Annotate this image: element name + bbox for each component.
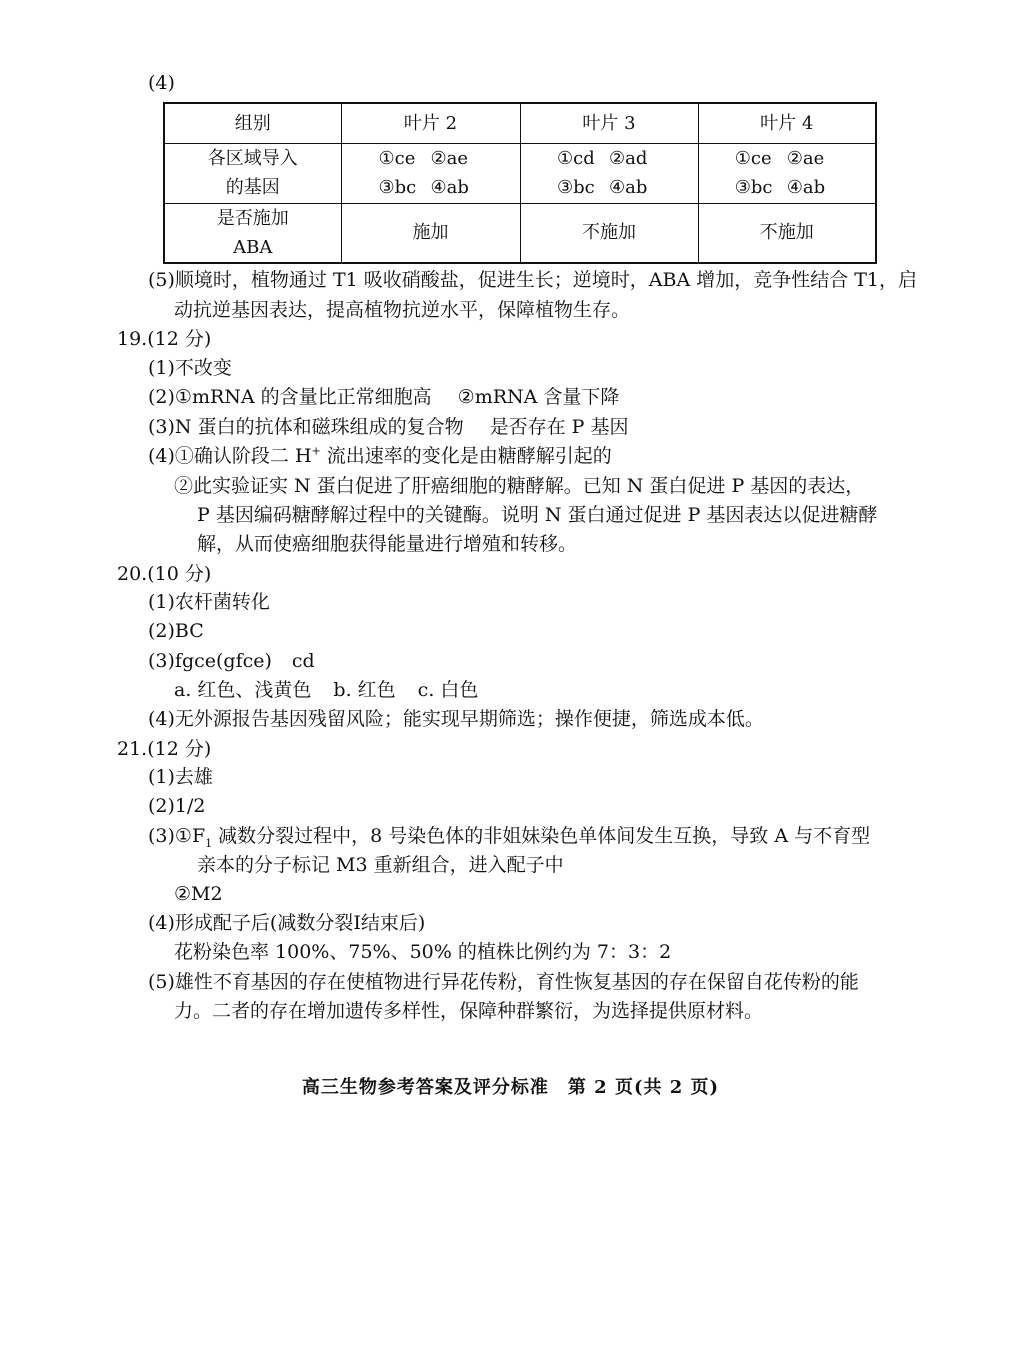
gene-cell-leaf4: ①ce ②ae ③bc ④ab	[698, 143, 876, 203]
q21-a3-b: ②M2	[174, 883, 223, 905]
table-header-cell: 组别	[164, 103, 341, 143]
table-header-cell: 叶片 2	[341, 103, 520, 143]
q19-a3: (3)N 蛋白的抗体和磁珠组成的复合物 是否存在 P 基因	[148, 416, 629, 438]
table-row-genes	[164, 143, 876, 203]
q21-a3: $(3)①F_1$ 减数分裂过程中，8 号染色体的非姐妹染色单体间发生互换，导致 A 与不育型	[148, 825, 871, 850]
q18-5-line1: (5)顺境时，植物通过 T1 吸收硝酸盐，促进生长；逆境时，ABA 增加，竞争性结合 T1，启	[148, 269, 918, 291]
row-label-genes: 各区域导入 的基因	[164, 143, 341, 203]
q21-a2: (2)1/2	[148, 795, 206, 817]
row-label-aba: 是否施加 ABA	[164, 203, 341, 263]
q19-a4b-line1: ②此实验证实 N 蛋白促进了肝癌细胞的糖酵解。已知 N 蛋白促进 P 基因的表达，	[174, 475, 865, 497]
q21-a5-line2: 力。二者的存在增加遗传多样性，保障种群繁衍，为选择提供原材料。	[174, 1000, 764, 1022]
q19-a2: (2)①mRNA 的含量比正常细胞高 ②mRNA 含量下降	[148, 386, 620, 408]
page-footer: 高三生物参考答案及评分标准 第 2 页(共 2 页)	[301, 1077, 720, 1098]
q20-a2: (2)BC	[148, 620, 204, 642]
q21-title: 21.(12 分)	[117, 738, 212, 760]
q20-a4: (4)无外源报告基因残留风险；能实现早期筛选；操作便捷，筛选成本低。	[148, 708, 764, 730]
table-row-aba	[164, 203, 876, 263]
aba-cell-leaf2: 施加	[341, 203, 520, 263]
q19-a1: (1)不改变	[148, 357, 232, 379]
table-header-row	[164, 103, 876, 143]
gene-cell-leaf2: ①ce ②ae ③bc ④ab	[341, 143, 520, 203]
q20-a3: (3)fgce(gfce) cd	[148, 650, 315, 672]
table-header-cell: 叶片 3	[520, 103, 698, 143]
q21-a3-line2: 亲本的分子标记 M3 重新组合，进入配子中	[197, 854, 564, 876]
q21-a5-line1: (5)雄性不育基因的存在使植物进行异花传粉，育性恢复基因的存在保留自花传粉的能	[148, 971, 859, 993]
q21-a1: (1)去雄	[148, 766, 213, 788]
q18-5-line2: 动抗逆基因表达，提高植物抗逆水平，保障植物生存。	[174, 299, 631, 321]
q20-a1: (1)农杆菌转化	[148, 591, 270, 613]
aba-cell-leaf3: 不施加	[520, 203, 698, 263]
part4-label: (4)	[148, 72, 175, 94]
q19-a4b-line3: 解，从而使癌细胞获得能量进行增殖和转移。	[197, 533, 578, 555]
q21-a4: (4)形成配子后(减数分裂Ⅰ结束后)	[148, 912, 426, 934]
q20-a3-options: a. 红色、浅黄色 b. 红色 c. 白色	[174, 679, 479, 701]
aba-cell-leaf4: 不施加	[698, 203, 876, 263]
table-header-cell: 叶片 4	[698, 103, 876, 143]
gene-cell-leaf3: ①cd ②ad ③bc ④ab	[520, 143, 698, 203]
q20-title: 20.(10 分)	[117, 563, 212, 585]
q19-a4: (4)①确认阶段二 H+ 流出速率的变化是由糖酵解引起的	[148, 444, 612, 467]
q21-a4-line2: 花粉染色率 100%、75%、50% 的植株比例约为 7：3：2	[174, 941, 672, 963]
q19-a4b-line2: P 基因编码糖酵解过程中的关键酶。说明 N 蛋白通过促进 P 基因表达以促进糖酵	[197, 504, 878, 526]
q19-title: 19.(12 分)	[117, 328, 212, 350]
gene-table	[163, 102, 877, 264]
